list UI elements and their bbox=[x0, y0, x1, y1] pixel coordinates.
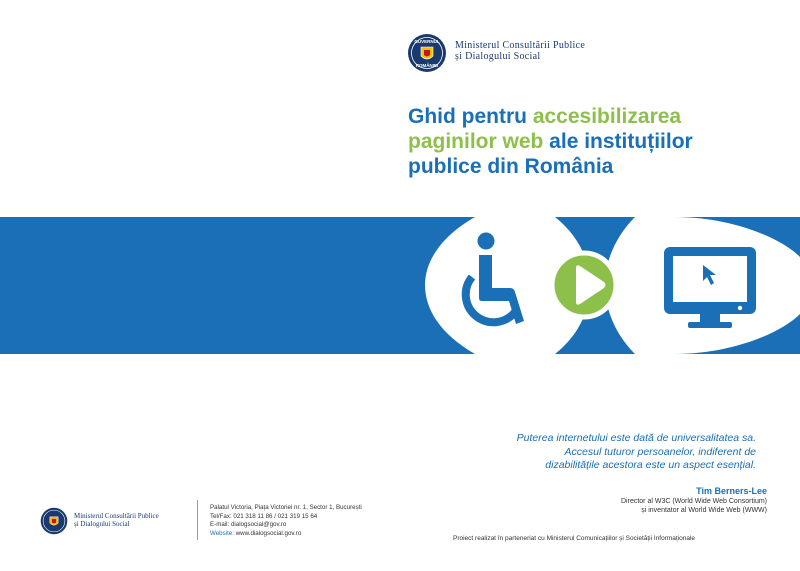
accessibility-banner bbox=[0, 217, 800, 354]
play-icon bbox=[552, 253, 616, 317]
romanian-government-seal-icon bbox=[407, 33, 447, 73]
tel-fax: Tel/Fax: 021 318 11 86 / 021 319 15 64 bbox=[210, 512, 318, 520]
quote-line-1: Puterea internetului este dată de universalitatea sa. bbox=[516, 432, 756, 444]
website-label: Website: bbox=[210, 529, 234, 537]
author-role bbox=[470, 497, 767, 515]
seal-bottom-text: ROMÂNIEI bbox=[415, 63, 439, 68]
title-part-5: publice din România bbox=[408, 155, 614, 178]
website-line[interactable] bbox=[210, 530, 362, 539]
quote-author: Tim Berners-Lee bbox=[696, 486, 767, 496]
seal-top-text: GUVERNUL bbox=[414, 39, 440, 44]
title-part-4: ale instituțiilor bbox=[543, 130, 693, 153]
author-role-line-2: și inventator al World Wide Web (WWW) bbox=[641, 507, 767, 514]
footer-ministry-line-1: Ministerul Consultării Publice bbox=[74, 512, 159, 520]
footer-divider bbox=[197, 500, 198, 540]
partnership-note: Proiect realizat în parteneriat cu Ministerul Comunicațiilor și Societății Informaționale bbox=[453, 535, 696, 542]
website-link[interactable]: www.dialogsocial.gov.ro bbox=[233, 529, 302, 537]
footer-ministry-line-2: și Dialogului Social bbox=[74, 520, 130, 528]
ministry-line-2: și Dialogului Social bbox=[455, 51, 541, 62]
title-part-3: paginilor web bbox=[408, 130, 544, 153]
ministry-name-footer bbox=[74, 512, 159, 528]
contact-info bbox=[210, 504, 362, 538]
title-part-1: Ghid pentru bbox=[408, 105, 533, 128]
romanian-government-seal-footer-icon bbox=[40, 507, 68, 535]
email: E-mail: dialogsocial@gov.ro bbox=[210, 521, 287, 528]
berners-lee-quote bbox=[420, 432, 756, 473]
ministry-name-header bbox=[455, 40, 585, 62]
author-role-line-1: Director al W3C (World Wide Web Consortium) bbox=[621, 498, 767, 505]
guide-title bbox=[408, 104, 768, 179]
title-part-2: accesibilizarea bbox=[532, 105, 682, 128]
quote-line-3: dizabilitățile acestora este un aspect esențial. bbox=[545, 459, 756, 471]
quote-line-2: Accesul tuturor persoanelor, indiferent de bbox=[564, 445, 756, 458]
address: Palatul Victoria, Piața Victoriei nr. 1, Sector 1, București bbox=[210, 504, 362, 511]
ministry-line-1: Ministerul Consultării Publice bbox=[455, 40, 586, 51]
